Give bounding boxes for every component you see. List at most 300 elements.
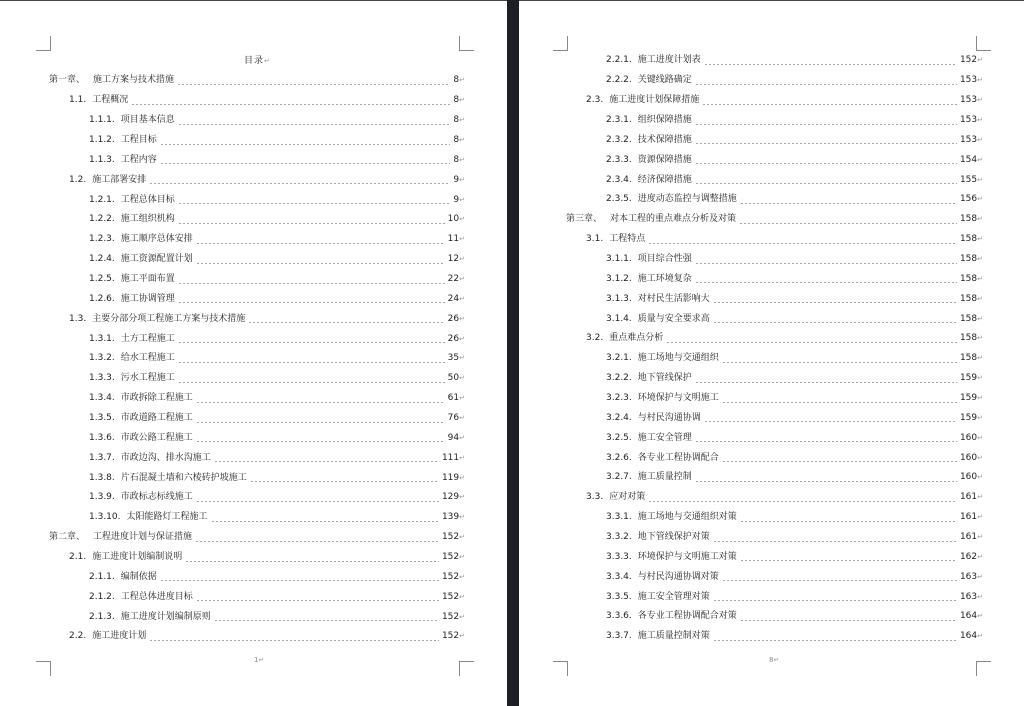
toc-entry-page: 161↵ bbox=[959, 532, 983, 543]
toc-entry-page-number: 8 bbox=[453, 75, 460, 86]
toc-entry[interactable] bbox=[566, 269, 983, 289]
toc-entry-number: 2.1.2. bbox=[89, 591, 115, 602]
toc-entry-page: 155↵ bbox=[959, 174, 983, 185]
toc-leader-dots bbox=[713, 632, 957, 642]
toc-entry-number: 1.3.3. bbox=[89, 373, 115, 384]
toc-entry[interactable] bbox=[566, 528, 983, 548]
page-number: 1↵ bbox=[254, 656, 265, 664]
toc-leader-dots bbox=[131, 96, 450, 106]
toc-entry-title: 工程概况 bbox=[92, 95, 129, 106]
toc-entry-number: 1.3.1. bbox=[89, 333, 115, 344]
toc-entry[interactable] bbox=[49, 627, 465, 647]
toc-leader-dots bbox=[177, 76, 450, 86]
toc-entry[interactable] bbox=[566, 210, 983, 230]
toc-entry-page-number: 119 bbox=[441, 472, 460, 483]
toc-entry[interactable] bbox=[49, 567, 465, 587]
page-gutter bbox=[507, 0, 519, 706]
toc-entry-page: 161↵ bbox=[959, 492, 983, 503]
toc-entry-number: 3.2.7. bbox=[606, 472, 632, 483]
toc-entry-page-number: 160 bbox=[959, 452, 978, 463]
toc-entry-number: 2.3.2. bbox=[606, 134, 632, 145]
toc-leader-dots bbox=[695, 175, 957, 185]
toc-entry-page: 156↵ bbox=[959, 194, 983, 205]
toc-entry-page: 159↵ bbox=[959, 412, 983, 423]
toc-entry[interactable] bbox=[49, 468, 465, 488]
toc-entry-number: 3.1. bbox=[586, 234, 604, 245]
toc-leader-dots bbox=[695, 374, 957, 384]
toc-entry-page-number: 10 bbox=[447, 214, 460, 225]
toc-leader-dots bbox=[196, 493, 439, 503]
toc-entry[interactable] bbox=[566, 488, 983, 508]
toc-entry[interactable] bbox=[49, 170, 465, 190]
toc-entry[interactable] bbox=[49, 329, 465, 349]
toc-entry[interactable] bbox=[566, 130, 983, 150]
toc-entry[interactable] bbox=[49, 369, 465, 389]
toc-entry-page-number: 163 bbox=[959, 571, 978, 582]
toc-entry[interactable] bbox=[49, 508, 465, 528]
toc-entry[interactable] bbox=[566, 627, 983, 647]
toc-entry[interactable] bbox=[566, 51, 983, 71]
toc-entry-number: 1.3.9. bbox=[89, 492, 115, 503]
toc-entry-number: 3.3.5. bbox=[606, 591, 632, 602]
page-number-text: 8 bbox=[769, 656, 774, 664]
toc-leader-dots bbox=[196, 414, 445, 424]
toc-entry-page-number: 158 bbox=[959, 234, 978, 245]
toc-entry-title: 施工进度计划 bbox=[92, 631, 147, 642]
toc-entry-title: 工程进度计划与保证措施 bbox=[93, 532, 193, 543]
toc-entry-number: 第三章、 bbox=[566, 214, 603, 225]
toc-entry-page-number: 50 bbox=[447, 373, 460, 384]
toc-leader-dots bbox=[149, 632, 439, 642]
toc-leader-dots bbox=[160, 572, 439, 582]
toc-leader-dots bbox=[195, 533, 439, 543]
toc-entry-title: 对本工程的重点难点分析及对策 bbox=[610, 214, 737, 225]
toc-entry[interactable] bbox=[566, 91, 983, 111]
toc-entry[interactable] bbox=[49, 190, 465, 210]
toc-entry-number: 2.2. bbox=[69, 631, 87, 642]
toc-entry-page: 111↵ bbox=[441, 452, 465, 463]
toc-entry-number: 2.1. bbox=[69, 552, 87, 563]
toc-entry-title: 污水工程施工 bbox=[120, 373, 175, 384]
toc-entry[interactable] bbox=[49, 428, 465, 448]
toc-entry-number: 1.3. bbox=[69, 313, 87, 324]
toc-entry-number: 3.3. bbox=[586, 492, 604, 503]
toc-entry-number: 2.3.5. bbox=[606, 194, 632, 205]
toc-leader-dots bbox=[185, 553, 439, 563]
toc-entry-page-number: 158 bbox=[959, 273, 978, 284]
toc-entry-page-number: 162 bbox=[959, 551, 978, 562]
toc-entry-title: 应对对策 bbox=[609, 492, 646, 503]
toc-entry[interactable] bbox=[49, 71, 465, 91]
toc-entry-page: 12↵ bbox=[447, 254, 465, 265]
toc-entry-title: 施工质量控制对策 bbox=[637, 631, 710, 642]
toc-leader-dots bbox=[648, 493, 957, 503]
toc-entry-page: 10↵ bbox=[447, 214, 465, 225]
toc-entry-title: 项目综合性强 bbox=[637, 254, 692, 265]
toc-entry-number: 2.1.1. bbox=[89, 571, 115, 582]
toc-entry-page-number: 153 bbox=[959, 115, 978, 125]
toc-entry[interactable] bbox=[566, 369, 983, 389]
toc-entry[interactable] bbox=[49, 250, 465, 270]
toc-entry[interactable] bbox=[566, 587, 983, 607]
toc-entry-page-number: 159 bbox=[959, 373, 978, 384]
toc-entry[interactable] bbox=[49, 210, 465, 230]
toc-entry-page: 158↵ bbox=[959, 333, 983, 344]
toc-entry-title: 施工顺序总体安排 bbox=[120, 234, 193, 245]
toc-entry-page-number: 158 bbox=[959, 313, 978, 324]
toc-entry-page: 94↵ bbox=[447, 432, 465, 443]
toc-entry[interactable] bbox=[566, 389, 983, 409]
toc-entry-page: 152↵ bbox=[441, 571, 465, 582]
toc-entry-title: 施工资源配置计划 bbox=[120, 254, 193, 265]
page-number: 8↵ bbox=[769, 656, 780, 664]
toc-entry-page: 76↵ bbox=[447, 413, 465, 424]
toc-entry-page-number: 158 bbox=[959, 293, 978, 304]
toc-entry-title: 工程总体目标 bbox=[120, 194, 175, 205]
toc-entry-page: 160↵ bbox=[959, 452, 983, 463]
toc-entry[interactable] bbox=[49, 111, 465, 131]
toc-entry[interactable] bbox=[566, 567, 983, 587]
toc-entry-number: 1.3.6. bbox=[89, 432, 115, 443]
toc-entry-page-number: 94 bbox=[447, 432, 460, 443]
toc-entry-title: 技术保障措施 bbox=[637, 134, 692, 145]
toc-entry-number: 2.2.2. bbox=[606, 75, 632, 86]
toc-entry-number: 1.1.1. bbox=[89, 115, 115, 126]
toc-leader-dots bbox=[178, 294, 445, 304]
toc-entry-number: 1.3.5. bbox=[89, 413, 115, 424]
toc-entry-number: 3.1.1. bbox=[606, 254, 632, 265]
toc-entry-page-number: 152 bbox=[441, 552, 460, 563]
toc-leader-dots bbox=[713, 592, 957, 602]
toc-entry-page-number: 152 bbox=[441, 591, 460, 602]
page-top-border bbox=[0, 0, 507, 1]
margin-corner-mark bbox=[553, 661, 568, 676]
toc-leader-dots bbox=[739, 215, 957, 225]
toc-entry[interactable] bbox=[566, 349, 983, 369]
toc-leader-dots bbox=[250, 473, 439, 483]
toc-entry[interactable] bbox=[49, 409, 465, 429]
toc-entry-page: 153↵ bbox=[959, 75, 983, 86]
toc-leader-dots bbox=[248, 314, 444, 324]
toc-leader-dots bbox=[178, 334, 445, 344]
toc-entry[interactable] bbox=[566, 250, 983, 270]
page-number-text: 1 bbox=[254, 656, 259, 664]
toc-leader-dots bbox=[740, 552, 957, 562]
toc-entry-title: 各专业工程协调配合 bbox=[637, 452, 719, 463]
toc-entry-page-number: 161 bbox=[959, 532, 978, 543]
toc-entry-number: 3.2.2. bbox=[606, 373, 632, 384]
toc-entry-number: 1.3.2. bbox=[89, 353, 115, 364]
toc-entry-number: 1.1.2. bbox=[89, 135, 115, 145]
toc-entry-number: 1.2.6. bbox=[89, 293, 115, 304]
toc-leader-dots bbox=[722, 354, 957, 364]
toc-entry-title: 与村民沟通协调 bbox=[637, 412, 701, 423]
toc-entry-page: 139↵ bbox=[441, 512, 465, 523]
toc-entry-title: 环境保护与文明施工对策 bbox=[637, 551, 737, 562]
toc-entry-title: 对村民生活影响大 bbox=[637, 293, 710, 304]
toc-entry-page: 152↵ bbox=[441, 552, 465, 563]
toc-leader-dots bbox=[214, 612, 439, 622]
toc-leader-dots bbox=[704, 413, 957, 423]
toc-entry-page: 11↵ bbox=[447, 234, 465, 245]
toc-entry-title: 施工质量控制 bbox=[637, 472, 692, 483]
toc-entry-page-number: 9 bbox=[453, 194, 460, 205]
toc-entry-page-number: 160 bbox=[959, 432, 978, 443]
toc-entry[interactable] bbox=[566, 607, 983, 627]
toc-entry-number: 3.3.2. bbox=[606, 532, 632, 543]
toc-entry-page: 158↵ bbox=[959, 214, 983, 225]
toc-entry-title: 重点难点分析 bbox=[609, 333, 664, 344]
toc-entry[interactable] bbox=[566, 408, 983, 428]
toc-entry-number: 2.3.3. bbox=[606, 154, 632, 165]
toc-entry[interactable] bbox=[566, 170, 983, 190]
toc-title: 目录↵ bbox=[244, 56, 271, 66]
toc-entry[interactable] bbox=[49, 131, 465, 151]
toc-entry-number: 3.3.6. bbox=[606, 611, 632, 622]
toc-entry[interactable] bbox=[49, 150, 465, 170]
toc-entry-number: 3.2.4. bbox=[606, 412, 632, 423]
margin-corner-mark bbox=[36, 661, 51, 676]
toc-entry-page: 163↵ bbox=[959, 571, 983, 582]
toc-entry-page-number: 159 bbox=[959, 412, 978, 423]
toc-entry-number: 3.2.6. bbox=[606, 452, 632, 463]
toc-entry-page-number: 8 bbox=[453, 135, 460, 145]
toc-entry-page-number: 35 bbox=[447, 353, 460, 364]
toc-entry[interactable] bbox=[49, 488, 465, 508]
toc-entry[interactable] bbox=[49, 309, 465, 329]
toc-entry-page: 159↵ bbox=[959, 373, 983, 384]
toc-list-left bbox=[49, 71, 465, 647]
toc-entry-page: 8↵ bbox=[453, 154, 465, 165]
toc-entry-page-number: 9 bbox=[453, 174, 460, 185]
toc-entry-title: 施工进度计划编制说明 bbox=[92, 552, 183, 563]
toc-entry-title: 资源保障措施 bbox=[637, 154, 692, 165]
toc-entry-number: 1.1. bbox=[69, 95, 87, 106]
toc-entry[interactable] bbox=[49, 349, 465, 369]
toc-leader-dots bbox=[740, 612, 957, 622]
toc-entry-page-number: 156 bbox=[959, 194, 978, 205]
toc-entry-page-number: 154 bbox=[959, 154, 978, 165]
margin-corner-mark bbox=[36, 36, 51, 51]
toc-entry-number: 3.2.5. bbox=[606, 432, 632, 443]
toc-entry-page-number: 164 bbox=[959, 611, 978, 622]
toc-entry[interactable] bbox=[566, 230, 983, 250]
toc-entry-page: 158↵ bbox=[959, 293, 983, 304]
toc-entry-page-number: 153 bbox=[959, 95, 978, 106]
margin-corner-mark bbox=[976, 36, 991, 51]
toc-entry-title: 各专业工程协调配合对策 bbox=[637, 611, 737, 622]
toc-leader-dots bbox=[196, 255, 445, 265]
toc-leader-dots bbox=[214, 453, 439, 463]
toc-entry-number: 1.2.5. bbox=[89, 274, 115, 285]
toc-entry[interactable] bbox=[566, 190, 983, 210]
toc-entry-page: 8↵ bbox=[453, 115, 465, 126]
toc-entry-page: 129↵ bbox=[441, 492, 465, 503]
toc-entry-number: 3.1.3. bbox=[606, 293, 632, 304]
toc-leader-dots bbox=[196, 394, 445, 404]
toc-entry-number: 3.1.4. bbox=[606, 313, 632, 324]
toc-entry-number: 1.2.4. bbox=[89, 254, 115, 265]
toc-entry-title: 施工协调管理 bbox=[120, 293, 175, 304]
toc-entry[interactable] bbox=[49, 289, 465, 309]
toc-entry-page-number: 24 bbox=[447, 293, 460, 304]
toc-entry-title: 施工进度计划表 bbox=[637, 55, 701, 66]
toc-entry-number: 2.3.1. bbox=[606, 115, 632, 125]
toc-title-text: 目录 bbox=[244, 56, 265, 66]
toc-entry-page: 8↵ bbox=[453, 95, 465, 106]
toc-leader-dots bbox=[722, 572, 957, 582]
toc-entry-page-number: 11 bbox=[447, 234, 460, 245]
toc-entry-page-number: 158 bbox=[959, 254, 978, 265]
toc-entry[interactable] bbox=[49, 448, 465, 468]
toc-entry-title: 给水工程施工 bbox=[120, 353, 175, 364]
toc-entry-number: 1.3.8. bbox=[89, 472, 115, 483]
toc-entry-page-number: 158 bbox=[959, 353, 978, 364]
toc-entry[interactable] bbox=[566, 111, 983, 131]
toc-entry-page: 9↵ bbox=[453, 174, 465, 185]
toc-entry-title: 太阳能路灯工程施工 bbox=[126, 512, 208, 523]
toc-entry-page: 153↵ bbox=[959, 134, 983, 145]
toc-entry[interactable] bbox=[49, 230, 465, 250]
toc-entry[interactable] bbox=[566, 289, 983, 309]
toc-entry-title: 关键线路确定 bbox=[637, 75, 692, 86]
toc-entry[interactable] bbox=[566, 309, 983, 329]
toc-entry-title: 施工进度计划保障措施 bbox=[609, 95, 700, 106]
toc-entry-title: 地下管线保护 bbox=[637, 373, 692, 384]
toc-entry-page: 160↵ bbox=[959, 432, 983, 443]
toc-entry[interactable] bbox=[566, 71, 983, 91]
toc-entry-page: 26↵ bbox=[447, 333, 465, 344]
toc-entry-page: 158↵ bbox=[959, 313, 983, 324]
toc-entry-page-number: 8 bbox=[453, 95, 460, 106]
toc-entry-number: 第一章、 bbox=[49, 75, 86, 86]
toc-entry-number: 3.1.2. bbox=[606, 273, 632, 284]
toc-entry-number: 3.2.3. bbox=[606, 393, 632, 404]
toc-leader-dots bbox=[740, 513, 957, 523]
toc-entry-number: 1.3.7. bbox=[89, 452, 115, 463]
toc-entry-title: 工程目标 bbox=[120, 135, 157, 145]
toc-entry-page-number: 160 bbox=[959, 472, 978, 483]
toc-entry-title: 市政道路工程施工 bbox=[120, 413, 193, 424]
toc-leader-dots bbox=[695, 473, 957, 483]
toc-entry-title: 工程总体进度目标 bbox=[120, 591, 193, 602]
toc-entry-page: 153↵ bbox=[959, 95, 983, 106]
toc-leader-dots bbox=[160, 136, 451, 146]
margin-corner-mark bbox=[459, 36, 474, 51]
toc-entry-page: 8↵ bbox=[453, 75, 465, 86]
toc-leader-dots bbox=[695, 274, 957, 284]
toc-entry-title: 施工场地与交通组织对策 bbox=[637, 512, 737, 523]
toc-leader-dots bbox=[211, 513, 439, 523]
toc-entry[interactable] bbox=[49, 548, 465, 568]
toc-entry-page-number: 26 bbox=[447, 333, 460, 344]
toc-entry-page: 163↵ bbox=[959, 591, 983, 602]
toc-leader-dots bbox=[178, 116, 451, 126]
toc-entry[interactable] bbox=[49, 270, 465, 290]
toc-leader-dots bbox=[713, 294, 957, 304]
toc-entry-title: 土方工程施工 bbox=[120, 333, 175, 344]
toc-entry-page: 9↵ bbox=[453, 194, 465, 205]
toc-leader-dots bbox=[722, 453, 957, 463]
toc-entry-title: 施工部署安排 bbox=[92, 174, 147, 185]
toc-entry[interactable] bbox=[566, 547, 983, 567]
toc-entry-number: 第二章、 bbox=[49, 532, 86, 543]
toc-entry[interactable] bbox=[566, 468, 983, 488]
toc-entry-page: 159↵ bbox=[959, 393, 983, 404]
toc-entry-page-number: 111 bbox=[441, 452, 460, 463]
toc-leader-dots bbox=[695, 155, 957, 165]
toc-entry[interactable] bbox=[566, 508, 983, 528]
toc-entry-number: 3.3.4. bbox=[606, 571, 632, 582]
toc-entry-title: 经济保障措施 bbox=[637, 174, 692, 185]
toc-entry-title: 施工进度计划编制原则 bbox=[120, 611, 211, 622]
toc-entry-page-number: 153 bbox=[959, 134, 978, 145]
toc-leader-dots bbox=[196, 433, 445, 443]
document-page-left bbox=[0, 0, 507, 706]
toc-entry-number: 1.2. bbox=[69, 174, 87, 185]
margin-corner-mark bbox=[459, 661, 474, 676]
toc-entry[interactable] bbox=[49, 389, 465, 409]
toc-entry-page: 162↵ bbox=[959, 551, 983, 562]
toc-entry-title: 环境保护与文明施工 bbox=[637, 393, 719, 404]
toc-entry[interactable] bbox=[566, 448, 983, 468]
toc-entry-title: 地下管线保护对策 bbox=[637, 532, 710, 543]
toc-entry-number: 3.3.7. bbox=[606, 631, 632, 642]
toc-entry[interactable] bbox=[49, 91, 465, 111]
toc-leader-dots bbox=[178, 195, 451, 205]
toc-entry-page-number: 139 bbox=[441, 512, 460, 523]
toc-entry[interactable] bbox=[49, 587, 465, 607]
toc-entry-page-number: 12 bbox=[447, 254, 460, 265]
toc-entry[interactable] bbox=[566, 329, 983, 349]
toc-entry-title: 工程特点 bbox=[609, 234, 646, 245]
toc-entry-title: 市政公路工程施工 bbox=[120, 432, 193, 443]
toc-leader-dots bbox=[178, 275, 445, 285]
toc-entry-title: 与村民沟通协调对策 bbox=[637, 571, 719, 582]
toc-entry-title: 市政边沟、排水沟施工 bbox=[120, 452, 211, 463]
toc-entry-title: 进度动态监控与调整措施 bbox=[637, 194, 737, 205]
toc-entry-page: 160↵ bbox=[959, 472, 983, 483]
margin-corner-mark bbox=[976, 661, 991, 676]
toc-entry-number: 1.2.2. bbox=[89, 214, 115, 225]
toc-leader-dots bbox=[713, 533, 957, 543]
toc-entry-title: 施工平面布置 bbox=[120, 274, 175, 285]
toc-entry-number: 2.3. bbox=[586, 95, 604, 106]
toc-entry-number: 3.3.1. bbox=[606, 512, 632, 523]
toc-entry-page-number: 152 bbox=[959, 55, 978, 66]
toc-entry-page: 164↵ bbox=[959, 631, 983, 642]
toc-entry-page: 152↵ bbox=[441, 532, 465, 543]
toc-leader-dots bbox=[713, 314, 957, 324]
page-top-border bbox=[519, 0, 1024, 1]
toc-entry-page-number: 152 bbox=[441, 631, 460, 642]
toc-entry-page-number: 158 bbox=[959, 214, 978, 225]
toc-entry-page-number: 158 bbox=[959, 333, 978, 344]
toc-leader-dots bbox=[178, 354, 445, 364]
toc-entry-title: 施工安全管理 bbox=[637, 432, 692, 443]
toc-entry[interactable] bbox=[49, 528, 465, 548]
toc-entry-title: 组织保障措施 bbox=[637, 115, 692, 125]
toc-entry[interactable] bbox=[49, 607, 465, 627]
toc-entry[interactable] bbox=[566, 428, 983, 448]
toc-leader-dots bbox=[196, 592, 439, 602]
toc-entry-page: 158↵ bbox=[959, 273, 983, 284]
toc-entry-page: 35↵ bbox=[447, 353, 465, 364]
toc-entry-page-number: 161 bbox=[959, 492, 978, 503]
toc-entry[interactable] bbox=[566, 150, 983, 170]
toc-entry-page: 154↵ bbox=[959, 154, 983, 165]
toc-entry-page-number: 163 bbox=[959, 591, 978, 602]
